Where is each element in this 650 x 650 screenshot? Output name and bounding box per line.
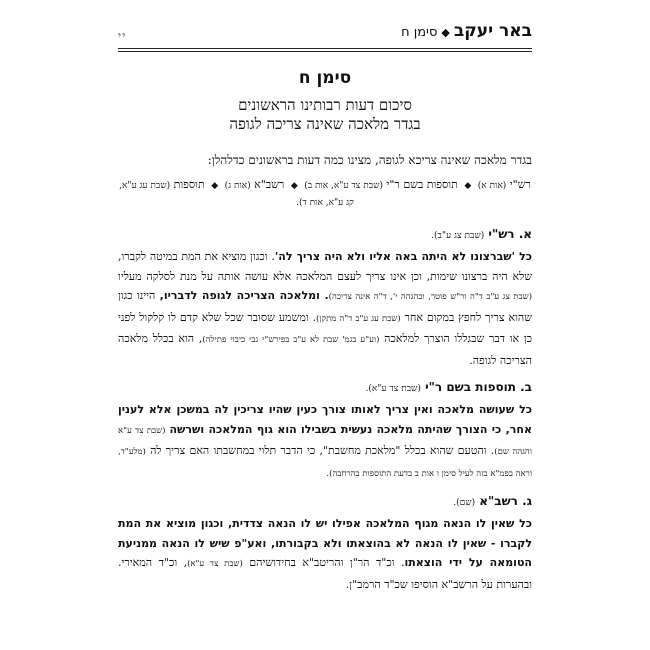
source-rashba-ref: (אות ג) <box>224 181 251 191</box>
chapter-subtitle <box>118 96 532 134</box>
source-tosafot: תוספות <box>173 178 205 191</box>
section-b-text-1: . והטעם שהוא בכלל "מלאכת מחשבת", כי הדבר תלוי במחשבתו האם צריך לה <box>150 444 495 457</box>
intro-paragraph: בגדר מלאכה שאינה צריכא לגופה, מצינו כמה דעות בראשונים כדלהלן: <box>207 153 532 167</box>
section-a-heading <box>118 227 532 241</box>
source-rashi: רש"י <box>509 178 531 191</box>
section-c-citation-1: (שבת צד ע"א) <box>187 559 243 569</box>
sources-list <box>118 177 532 211</box>
section-c-title: ג. רשב"א <box>479 494 532 508</box>
running-head <box>118 18 532 44</box>
section-a-title: א. רש"י <box>488 227 532 241</box>
section-c-bold-1: כל שאין לו הנאה מגוף המלאכה אפילו יש לו הנאה צדדית, וכגון מוציא את המת לקברו - שאין לו הנאה לא בהוצאתו ולא בקבורתו, ואע"פ שיש לו הנאה ממניעת הטומאה על ידי הוצאתו <box>118 517 532 569</box>
section-b-citation-2: (מלע"ד, וראה בפמ"א בזה לעיל סימן ו אות ב בדעת התוספות בהרחבה). <box>118 447 532 479</box>
section-b-ref: (שבת צד ע"א). <box>365 384 421 394</box>
section-a-text-4: , הוא בכלל מלאכה הצריכה לגופה. <box>118 332 532 367</box>
section-c-text-1: . וכ"ד הר"ן והריטב"א בחידושיהם <box>249 556 405 569</box>
source-rashi-ref: (אות א) <box>477 181 507 191</box>
section-b-heading <box>118 380 532 394</box>
section-a-bold-2: . ומלאכה הצריכה לגופה לדבריו, <box>159 289 329 302</box>
subtitle-line-1: סיכום דעות רבותינו הראשונים <box>238 96 412 114</box>
section-a-text-2: היינו כגון שהוא צריך לחפץ במקום אחר <box>118 289 533 324</box>
section-a-text-1: . וכגון מוציא את המת במיטה לקברו, שלא היה ברצונו שימות, וכן אינו צריך לעצם המלאכה אלא עושה אותה על מנת לסלקה מעליו <box>118 250 532 283</box>
diamond-bullet-icon: ◆ <box>211 181 219 191</box>
diamond-bullet-icon: ◆ <box>464 181 472 191</box>
book-title: באר יעקב <box>453 21 532 41</box>
source-tosafot-ri: תוספות בשם ר"י <box>386 178 458 191</box>
section-a-citation-3: (וע"ע בגמ' שבת לא ע"ב בפירש"י גבי כיבוי פתילה) <box>202 335 380 345</box>
page-body <box>118 68 532 604</box>
source-tosafot-ri-ref: (שבת צד ע"א, אות ב) <box>304 181 383 191</box>
section-b-paragraph <box>118 400 532 484</box>
section-a-text-3: . ומשמע שסובר שכל שלא קדם לו קלקול לפני כן או דבר שבגללו הוצרך למלאכה <box>118 310 533 345</box>
section-a-paragraph <box>118 247 532 370</box>
source-tosafot-ref: (שבת עג ע"א, קג ע"א, אות ד). <box>119 181 354 208</box>
section-b-title: ב. תוספות בשם ר"י <box>425 380 532 394</box>
section-a-citation-2: (שבת עג ע"ב ד"ה מתקן) <box>316 313 401 324</box>
running-head-title <box>401 20 532 44</box>
section-c-paragraph <box>118 514 532 594</box>
section-b-bold-1: כל שעושה מלאכה ואין צריך לאותו צורך כעין שהיו צריכין לה במשכן אלא לענין אחר, כי הצורך שהיתה מלאכה נעשית בשבילו הוא גוף המלאכה ושרשה <box>118 403 532 436</box>
section-a-bold-1: כל 'שברצונו לא היתה באה אליו ולא היה צריך לה' <box>274 250 533 263</box>
section-b-citation-1: (שבת צד ע"א והגהה שם) <box>118 425 532 457</box>
source-rashba: רשב"א <box>254 178 285 191</box>
section-c-heading <box>118 494 532 508</box>
section-a-ref: (שבת צג ע"ב). <box>431 231 485 241</box>
section-c-ref: (שם). <box>453 498 476 508</box>
running-head-siman: סימן ח <box>401 25 438 40</box>
page-number: יי <box>118 29 127 43</box>
subtitle-line-2: בגדר מלאכה שאינה צריכה לגופה <box>229 115 421 133</box>
section-c-text-2: , וכ"ד המאירי. ובהערות על הרשב"א הוסיפו שכ"ד הרמב"ן. <box>118 556 532 591</box>
header-double-rule <box>118 48 532 52</box>
siman-heading: סימן ח <box>298 68 352 88</box>
diamond-separator-icon: ◆ <box>441 26 450 39</box>
section-a-citation-1: (שבת צג ע"ב ד"ה ור"ש פוטר, ובהגהה י', ד"ה אינה צריכה) <box>328 292 533 302</box>
diamond-bullet-icon: ◆ <box>290 181 298 191</box>
